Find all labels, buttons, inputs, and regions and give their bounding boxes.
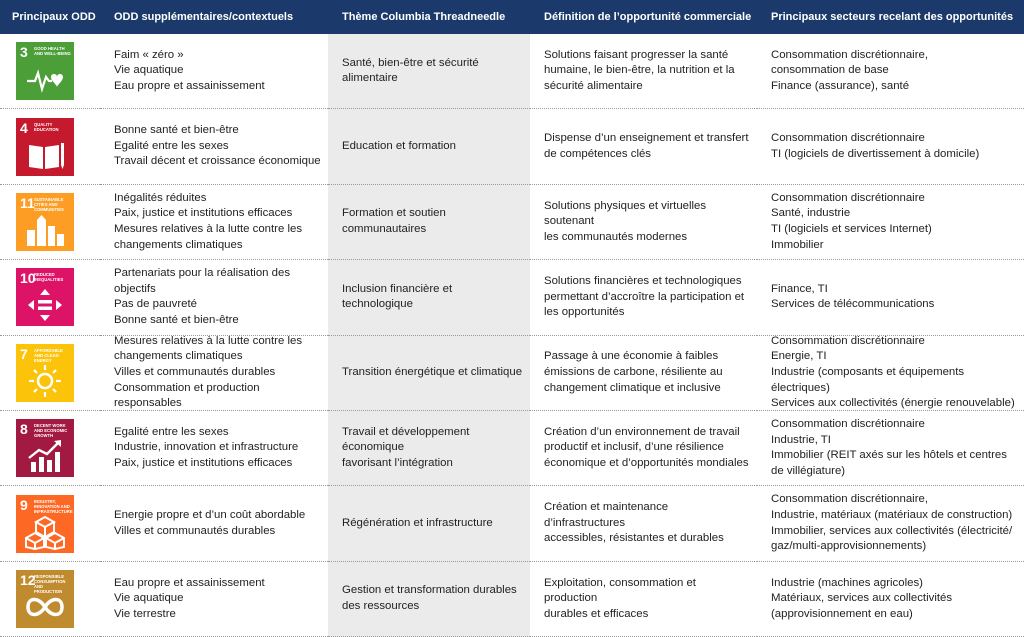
definition-cell bbox=[530, 185, 757, 260]
sdg-cell bbox=[0, 486, 100, 561]
definition-cell-line: changement climatique et inclusive bbox=[544, 381, 721, 394]
supplementary-sdg-cell-line: Consommation et production responsables bbox=[114, 381, 260, 410]
sectors-cell-line: TI (logiciels et services Internet) bbox=[771, 222, 932, 235]
supplementary-sdg-cell bbox=[100, 260, 328, 335]
supplementary-sdg-cell-line: Vie terrestre bbox=[114, 607, 176, 620]
supplementary-sdg-cell-line: Pas de pauvreté bbox=[114, 298, 197, 311]
supplementary-sdg-cell-line: Paix, justice et institutions efficaces bbox=[114, 207, 293, 220]
sdg-cell bbox=[0, 411, 100, 486]
sdg-cell bbox=[0, 562, 100, 637]
theme-cell-line: Formation et soutien communautaires bbox=[342, 207, 446, 235]
definition-cell bbox=[530, 109, 757, 184]
supplementary-sdg-cell-line: Villes et communautés durables bbox=[114, 365, 276, 378]
sdg-9-badge bbox=[16, 495, 74, 553]
sectors-cell-line: Industrie (composants et équipements électriques) bbox=[771, 365, 965, 394]
sectors-cell bbox=[757, 411, 1024, 486]
sectors-cell-line: Energie, TI bbox=[771, 350, 827, 363]
theme-cell bbox=[328, 260, 530, 335]
supplementary-sdg-cell-line: changements climatiques bbox=[114, 350, 243, 363]
definition-cell-line: Création d’un environnement de travail bbox=[544, 425, 740, 438]
definition-cell bbox=[530, 562, 757, 637]
supplementary-sdg-cell-line: Vie aquatique bbox=[114, 64, 184, 77]
sectors-cell-line: Consommation discrétionnaire, bbox=[771, 48, 929, 61]
definition-cell-line: accessibles, résistantes et durables bbox=[544, 532, 724, 545]
definition-cell-line: sécurité alimentaire bbox=[544, 79, 643, 92]
theme-cell-line: Travail et développement économique bbox=[342, 425, 470, 454]
sdg-cell bbox=[0, 109, 100, 184]
sectors-cell-line: Consommation discrétionnaire bbox=[771, 417, 925, 430]
sectors-cell-line: Consommation discrétionnaire bbox=[771, 335, 925, 347]
sdg-cell bbox=[0, 260, 100, 335]
theme-cell bbox=[328, 562, 530, 637]
sectors-cell-line: Matériaux, services aux collectivités bbox=[771, 592, 953, 605]
sdg-label: RESPONSIBLE CONSUMPTION AND PRODUCTION bbox=[34, 573, 66, 594]
supplementary-sdg-cell-line: Industrie, innovation et infrastructure bbox=[114, 441, 299, 454]
supplementary-sdg-cell-line: Egalité entre les sexes bbox=[114, 425, 229, 438]
definition-cell bbox=[530, 260, 757, 335]
supplementary-sdg-cell-line: Egalité entre les sexes bbox=[114, 139, 229, 152]
sdg-label: SUSTAINABLE CITIES AND COMMUNITIES bbox=[34, 196, 64, 212]
sectors-cell-line: TI (logiciels de divertissement à domicile) bbox=[771, 147, 980, 160]
supplementary-sdg-cell-line: Inégalités réduites bbox=[114, 191, 207, 204]
definition-cell-line: Solutions financières et technologiques bbox=[544, 274, 742, 287]
supplementary-sdg-cell-line: Eau propre et assainissement bbox=[114, 576, 265, 589]
sdg-12-badge bbox=[16, 570, 74, 628]
sectors-cell bbox=[757, 185, 1024, 260]
definition-cell-line: productif et inclusif, d’une résilience bbox=[544, 441, 724, 454]
definition-cell-line: Création et maintenance d’infrastructures bbox=[544, 501, 669, 529]
sdg-label: INDUSTRY, INNOVATION AND INFRASTRUCTURE bbox=[34, 498, 73, 514]
sdg-label: REDUCED INEQUALITIES bbox=[34, 272, 64, 283]
definition-cell-line: les opportunités bbox=[544, 306, 625, 319]
sectors-cell-line: Industrie (machines agricoles) bbox=[771, 576, 923, 589]
definition-cell-line: Passage à une économie à faibles bbox=[544, 350, 719, 363]
supplementary-sdg-cell-line: Partenariats pour la réalisation des bbox=[114, 267, 291, 280]
theme-cell bbox=[328, 109, 530, 184]
sectors-cell bbox=[757, 486, 1024, 561]
supplementary-sdg-cell-line: Mesures relatives à la lutte contre les bbox=[114, 335, 303, 347]
theme-cell bbox=[328, 185, 530, 260]
theme-cell-line: Gestion et transformation durables bbox=[342, 584, 517, 597]
sectors-cell-line: Finance, TI bbox=[771, 282, 828, 295]
sectors-cell-line: Immobilier bbox=[771, 238, 824, 251]
sdg-cell bbox=[0, 336, 100, 411]
sectors-cell-line: gaz/multi-approvisionnements) bbox=[771, 540, 927, 553]
definition-cell-line: humaine, le bien-être, la nutrition et la bbox=[544, 64, 735, 77]
definition-cell bbox=[530, 34, 757, 109]
supplementary-sdg-cell-line: objectifs bbox=[114, 282, 156, 295]
sectors-cell-line: Santé, industrie bbox=[771, 207, 851, 220]
sdg-number: 3 bbox=[20, 44, 28, 61]
sdg-label: DECENT WORK AND ECONOMIC GROWTH bbox=[34, 423, 68, 439]
sdg-label: AFFORDABLE AND CLEAN ENERGY bbox=[34, 347, 63, 363]
theme-cell bbox=[328, 336, 530, 411]
sectors-cell-line: Immobilier, services aux collectivités (électricité/ bbox=[771, 524, 1013, 537]
theme-cell-line: Inclusion financière et technologique bbox=[342, 282, 453, 311]
definition-cell-line: de compétences clés bbox=[544, 147, 652, 160]
sectors-cell-line: Industrie, matériaux (matériaux de construction) bbox=[771, 508, 1013, 521]
sdg-8-badge bbox=[16, 419, 74, 477]
sdg-cell bbox=[0, 185, 100, 260]
supplementary-sdg-cell-line: Travail décent et croissance économique bbox=[114, 155, 321, 168]
header-supplementary-sdg: ODD supplémentaires/contextuels bbox=[100, 0, 328, 34]
sectors-cell-line: Services aux collectivités (énergie renouvelable) bbox=[771, 397, 1015, 410]
sdg-number: 4 bbox=[20, 119, 28, 136]
definition-cell-line: permettant d’accroître la participation et bbox=[544, 290, 745, 303]
sectors-cell-line: (approvisionnement en eau) bbox=[771, 607, 913, 620]
sdg-label: GOOD HEALTH AND WELL-BEING bbox=[34, 46, 71, 57]
definition-cell bbox=[530, 411, 757, 486]
supplementary-sdg-cell-line: Faim « zéro » bbox=[114, 48, 184, 61]
sdg-label: QUALITY EDUCATION bbox=[34, 121, 59, 132]
supplementary-sdg-cell bbox=[100, 411, 328, 486]
theme-cell bbox=[328, 34, 530, 109]
supplementary-sdg-cell bbox=[100, 34, 328, 109]
definition-cell bbox=[530, 336, 757, 411]
definition-cell-line: durables et efficaces bbox=[544, 607, 649, 620]
sdg-3-badge bbox=[16, 42, 74, 100]
definition-cell-line: émissions de carbone, résiliente au bbox=[544, 365, 723, 378]
sectors-cell-line: Services de télécommunications bbox=[771, 298, 935, 311]
supplementary-sdg-cell-line: changements climatiques bbox=[114, 238, 243, 251]
header-theme: Thème Columbia Threadneedle bbox=[328, 0, 530, 34]
theme-cell-line: Régénération et infrastructure bbox=[342, 516, 493, 529]
theme-cell-line: Santé, bien-être et sécurité alimentaire bbox=[342, 56, 479, 85]
supplementary-sdg-cell bbox=[100, 562, 328, 637]
definition-cell bbox=[530, 486, 757, 561]
supplementary-sdg-cell-line: Bonne santé et bien-être bbox=[114, 313, 239, 326]
supplementary-sdg-cell-line: Energie propre et d’un coût abordable bbox=[114, 508, 306, 521]
sdg-number: 8 bbox=[20, 421, 28, 438]
supplementary-sdg-cell bbox=[100, 185, 328, 260]
theme-cell bbox=[328, 486, 530, 561]
sdg-4-badge bbox=[16, 118, 74, 176]
supplementary-sdg-cell bbox=[100, 109, 328, 184]
sdg-10-badge bbox=[16, 268, 74, 326]
sectors-cell-line: de villégiature) bbox=[771, 464, 846, 477]
sectors-cell-line: consommation de base bbox=[771, 64, 889, 77]
sectors-cell bbox=[757, 336, 1024, 411]
sdg-7-badge bbox=[16, 344, 74, 402]
supplementary-sdg-cell-line: Paix, justice et institutions efficaces bbox=[114, 456, 293, 469]
header-definition: Définition de l’opportunité commerciale bbox=[530, 0, 757, 34]
sdg-number: 10 bbox=[20, 270, 36, 287]
sectors-cell-line: Industrie, TI bbox=[771, 433, 831, 446]
sdg-number: 9 bbox=[20, 496, 28, 513]
definition-cell-line: Dispense d’un enseignement et transfert bbox=[544, 131, 749, 144]
definition-cell-line: Solutions faisant progresser la santé bbox=[544, 48, 729, 61]
sectors-cell bbox=[757, 562, 1024, 637]
sdg-number: 7 bbox=[20, 345, 28, 362]
supplementary-sdg-cell-line: Mesures relatives à la lutte contre les bbox=[114, 222, 303, 235]
sdg-number: 11 bbox=[20, 194, 35, 211]
sectors-cell bbox=[757, 109, 1024, 184]
supplementary-sdg-cell-line: Eau propre et assainissement bbox=[114, 79, 265, 92]
supplementary-sdg-cell bbox=[100, 486, 328, 561]
sectors-cell-line: Immobilier (REIT axés sur les hôtels et centres bbox=[771, 449, 1007, 462]
definition-cell-line: Exploitation, consommation et production bbox=[544, 576, 696, 605]
definition-cell-line: économique et d’opportunités mondiales bbox=[544, 456, 749, 469]
theme-cell-line: des ressources bbox=[342, 599, 420, 612]
theme-cell-line: Transition énergétique et climatique bbox=[342, 365, 523, 378]
theme-cell bbox=[328, 411, 530, 486]
sectors-cell-line: Finance (assurance), santé bbox=[771, 79, 910, 92]
sectors-cell bbox=[757, 260, 1024, 335]
sectors-cell bbox=[757, 34, 1024, 109]
theme-cell-line: Education et formation bbox=[342, 139, 456, 152]
sectors-cell-line: Consommation discrétionnaire, bbox=[771, 493, 929, 506]
definition-cell-line: Solutions physiques et virtuelles soutenant bbox=[544, 199, 707, 228]
header-sectors: Principaux secteurs recelant des opportunités bbox=[757, 0, 1024, 34]
supplementary-sdg-cell bbox=[100, 336, 328, 411]
sectors-cell-line: Consommation discrétionnaire bbox=[771, 131, 925, 144]
supplementary-sdg-cell-line: Vie aquatique bbox=[114, 592, 184, 605]
theme-cell-line: favorisant l’intégration bbox=[342, 456, 453, 469]
sdg-11-badge bbox=[16, 193, 74, 251]
supplementary-sdg-cell-line: Bonne santé et bien-être bbox=[114, 124, 239, 137]
supplementary-sdg-cell-line: Villes et communautés durables bbox=[114, 524, 276, 537]
definition-cell-line: les communautés modernes bbox=[544, 230, 688, 243]
header-principal-sdg: Principaux ODD bbox=[0, 0, 100, 34]
sectors-cell-line: Consommation discrétionnaire bbox=[771, 191, 925, 204]
sdg-number: 12 bbox=[20, 571, 36, 588]
sdg-cell bbox=[0, 34, 100, 109]
